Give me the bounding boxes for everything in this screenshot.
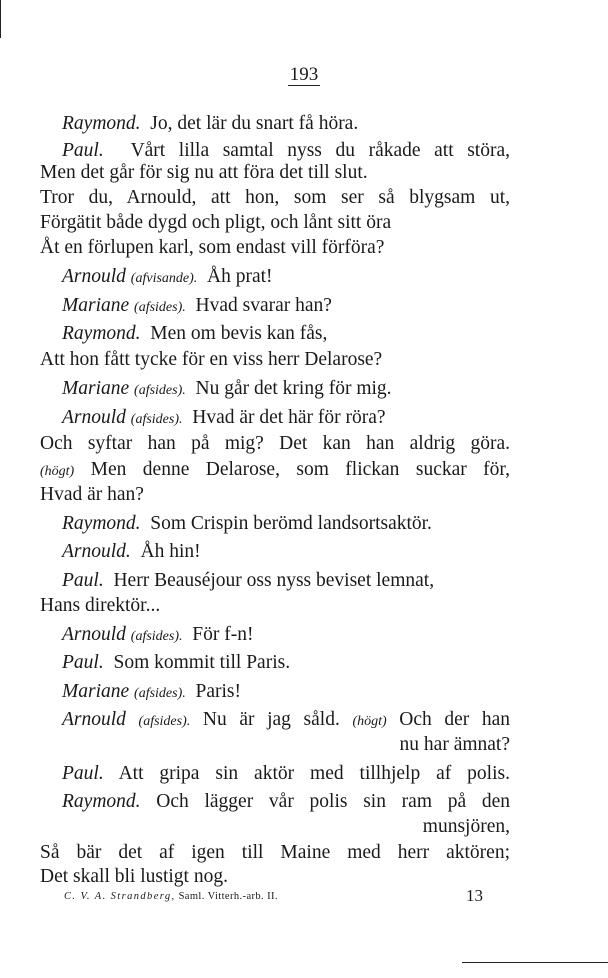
- line-text: Hvad är det här för röra?: [192, 407, 386, 428]
- stage-direction: (afsides).: [138, 714, 191, 729]
- footer-title: Saml. Vitterh.-arb. II.: [178, 891, 278, 902]
- line-text: Men denne Delarose, som flickan suckar för,: [90, 459, 510, 480]
- verse-line: Hvad är han?: [40, 484, 144, 505]
- stage-direction: (högt): [352, 714, 387, 729]
- speaker-name: Arnould: [62, 266, 126, 287]
- line-text: Paris!: [195, 681, 241, 702]
- line-text: Som kommit till Paris.: [113, 652, 291, 673]
- verse-line: [62, 539, 510, 565]
- verse-line: Tror du, Arnould, att hon, som ser så blygsam ut,: [40, 187, 510, 208]
- verse-line: [62, 568, 510, 594]
- line-text: Vårt lilla samtal nyss du råkade att störa,: [130, 140, 510, 161]
- speaker-name: Raymond.: [62, 323, 141, 344]
- verse-line: nu har ämnat?: [399, 734, 510, 755]
- signature-mark: 13: [466, 886, 483, 905]
- footer-author: C. V. A. Strandberg,: [64, 891, 176, 902]
- verse-line: Så bär det af igen till Maine med herr aktören;: [40, 842, 510, 863]
- line-text: Nu går det kring för mig.: [195, 378, 392, 399]
- line-text: Och der han: [399, 709, 511, 730]
- verse-line: [62, 707, 510, 735]
- verse-line: Men det går för sig nu att föra det till slut.: [40, 162, 368, 183]
- speaker-name: Paul.: [62, 140, 104, 161]
- stage-direction: (afvisande).: [130, 271, 198, 286]
- line-text: Jo, det lär du snart få höra.: [150, 113, 359, 134]
- line-text: Nu är jag såld.: [202, 709, 340, 730]
- page-number: 193: [289, 64, 319, 85]
- line-text: Åh prat!: [207, 266, 273, 287]
- stage-direction: (högt): [40, 464, 75, 479]
- verse-line: Det skall bli lustigt nog.: [40, 866, 228, 887]
- speaker-name: Raymond.: [62, 791, 141, 812]
- verse-line: [62, 376, 510, 404]
- verse-line: [62, 622, 510, 650]
- verse-line: [62, 511, 510, 537]
- verse-line: [62, 650, 510, 676]
- stage-direction: (afsides).: [130, 412, 183, 427]
- speaker-name: Raymond.: [62, 513, 141, 534]
- line-text: Som Crispin berömd landsortsaktör.: [150, 513, 432, 534]
- scan-edge-bottom: [462, 962, 608, 963]
- speaker-name: Arnould: [62, 709, 126, 730]
- verse-line: [62, 264, 510, 292]
- speaker-name: Paul.: [62, 570, 104, 591]
- verse-line: Åt en förlupen karl, som endast vill förföra?: [40, 237, 385, 258]
- verse-line: [62, 761, 510, 787]
- verse-line: Förgätit både dygd och pligt, och lånt sitt öra: [40, 212, 392, 233]
- verse-line: [62, 789, 510, 815]
- line-text: Att gripa sin aktör med tillhjelp af polis.: [118, 763, 510, 784]
- speaker-name: Paul.: [62, 652, 104, 673]
- speaker-name: Mariane: [62, 681, 130, 702]
- speaker-name: Mariane: [62, 295, 130, 316]
- verse-line: [40, 457, 510, 485]
- stage-direction: (afsides).: [134, 686, 186, 701]
- line-text: För f-n!: [192, 624, 254, 645]
- line-text: Hvad svarar han?: [195, 295, 332, 316]
- verse-line: [62, 405, 510, 433]
- speaker-name: Arnould.: [62, 541, 131, 562]
- verse-line: [62, 293, 510, 321]
- verse-line: Att hon fått tycke för en viss herr Delarose?: [40, 349, 383, 370]
- speaker-name: Paul.: [62, 763, 104, 784]
- stage-direction: (afsides).: [134, 300, 186, 315]
- speaker-name: Mariane: [62, 378, 130, 399]
- scan-edge-left: [0, 0, 1, 38]
- line-text: Och lägger vår polis sin ram på den: [156, 791, 511, 812]
- line-text: Men om bevis kan fås,: [150, 323, 328, 344]
- verse-line: [62, 321, 510, 347]
- speaker-name: Raymond.: [62, 113, 141, 134]
- verse-line: Och syftar han på mig? Det kan han aldrig göra.: [40, 433, 510, 454]
- line-text: Herr Beauséjour oss nyss beviset lemnat,: [113, 570, 435, 591]
- speaker-name: Arnould: [62, 407, 126, 428]
- line-text: Åh hin!: [140, 541, 201, 562]
- verse-line: [62, 679, 510, 707]
- stage-direction: (afsides).: [134, 383, 186, 398]
- footer-imprint: [64, 889, 278, 905]
- stage-direction: (afsides).: [130, 629, 183, 644]
- speaker-name: Arnould: [62, 624, 126, 645]
- verse-line: [62, 111, 510, 137]
- verse-line: munsjören,: [422, 816, 510, 837]
- verse-line: Hans direktör...: [40, 595, 161, 616]
